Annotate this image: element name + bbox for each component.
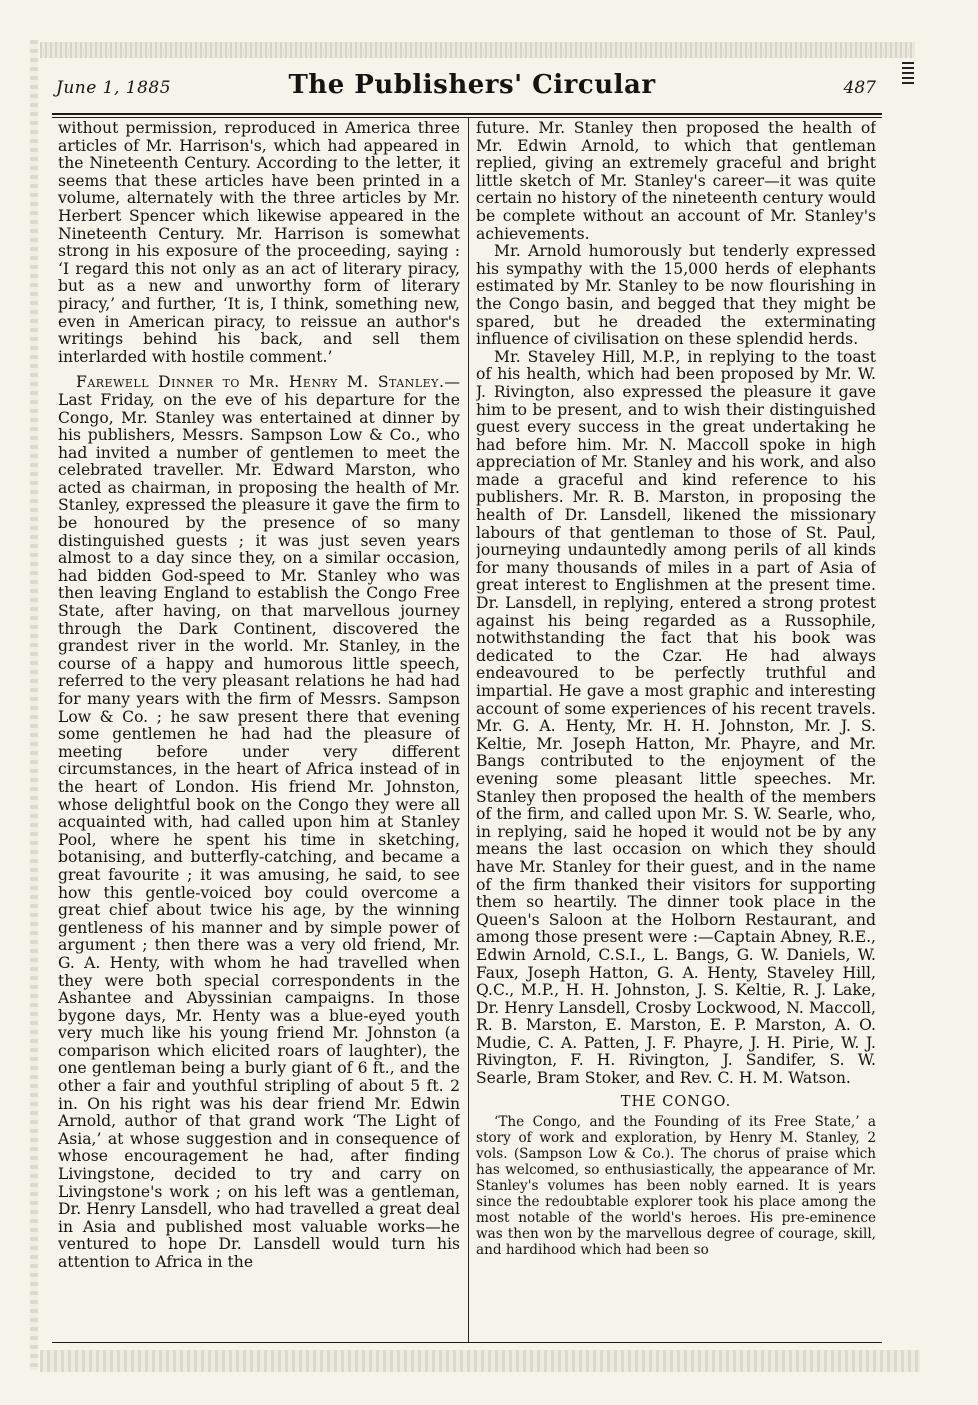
scan-edge-left (30, 40, 38, 1370)
left-column (58, 120, 460, 1342)
column-divider (468, 118, 469, 1343)
scan-bottom-band (40, 1350, 920, 1372)
paragraph-elephants: Mr. Arnold humorously but tenderly expressed his sympathy with the 15,000 herds of elephants estimated by Mr. Stanley to be now flourishing in the Congo basin, and begged that they might be spared, but he dreaded the exterminating influence of civilisation on these splendid herds. (476, 242, 876, 349)
paragraph-farewell-dinner (58, 374, 460, 1271)
paragraph-congo-review: ‘The Congo, and the Founding of its Free State,’ a story of work and exploration, by Henry M. Stanley, 2 vols. (Sampson Low & Co.). The chorus of praise which has welcomed, so enthusiastically, the appearance of Mr. Stanley's volumes has been nobly earned. It is years since the redoubtable explorer took his place among the most notable of the world's heroes. His pre-eminence was then won by the marvellous degree of courage, skill, and hardihood which had been so (476, 1114, 876, 1259)
header-rule-thin (52, 117, 882, 118)
page-number: 487 (843, 78, 876, 98)
scan-edge-marks (902, 62, 914, 84)
paragraph-guest-list: Mr. Staveley Hill, M.P., in replying to the toast of his health, which had been proposed by Mr. W. J. Rivington, also expressed the pleasure it gave him to be present, and to wish their distinguished guest every success in the great undertaking he had before him. Mr. N. Maccoll spoke in high appreciation of Mr. Stanley and his work, and also made a graceful and kind reference to his publishers. Mr. R. B. Marston, in proposing the health of Dr. Lansdell, likened the missionary labours of that gentleman to those of St. Paul, journeying undauntedly among perils of all kinds for many thousands of miles in a part of Asia of great interest to Englishmen at the present time. Dr. Lansdell, in replying, entered a strong protest against his being regarded as a Russophile, notwithstanding the fact that his book was dedicated to the Czar. He had always endeavoured to be perfectly truthful and impartial. He gave a most graphic and interesting account of some experiences of his recent travels. Mr. G. A. Henty, Mr. H. H. Johnston, Mr. J. S. Keltie, Mr. Joseph Hatton, Mr. Phayre, and Mr. Bangs contributed to the enjoyment of the evening some pleasant little speeches. Mr. Stanley then proposed the health of the members of the firm, and called upon Mr. S. W. Searle, who, in replying, said he hoped it would not be by any means the last occasion on which they should have Mr. Stanley for their guest, and in the name of the firm thanked their visitors for supporting them so heartily. The dinner took place in the Queen's Saloon at the Holborn Restaurant, and among those present were :—Captain Abney, R.E., Edwin Arnold, C.S.I., L. Bangs, G. W. Daniels, W. Faux, Joseph Hatton, G. A. Henty, Staveley Hill, Q.C., M.P., H. H. Johnston, J. S. Keltie, R. J. Lake, Dr. Henry Lansdell, Crosby Lockwood, N. Maccoll, R. B. Marston, E. Marston, E. P. Marston, A. O. Mudie, C. A. Patten, J. F. Phayre, J. H. Pirie, W. J. Rivington, F. H. Rivington, J. Sandifer, S. W. Searle, Bram Stoker, and Rev. C. H. M. Watson. (476, 347, 876, 1088)
publication-title: The Publishers' Circular (288, 70, 656, 100)
footer-rule (52, 1342, 882, 1343)
issue-date: June 1, 1885 (56, 78, 172, 98)
paragraph-farewell-dinner-body: —Last Friday, on the eve of his departure for the Congo, Mr. Stanley was entertained at dinner by his publishers, Messrs. Sampson Low & Co., who had invited a number of gentlemen to meet the celebrated traveller. Mr. Edward Marston, who acted as chairman, in proposing the health of Mr. Stanley, expressed the pleasure it gave the firm to be honoured by the presence of so many distinguished guests ; it was just seven years almost to a day since they, on a similar occasion, had bidden God-speed to Mr. Stanley who was then leaving England to establish the Congo Free State, after having, on that marvellous journey through the Dark Continent, discovered the grandest river in the world. Mr. Stanley, in the course of a happy and humorous little speech, referred to the very pleasant relations he had had for many years with the firm of Messrs. Sampson Low & Co. ; he saw present there that evening some gentlemen he had had the pleasure of meeting before under very different circumstances, in the heart of Africa instead of in the heart of London. His friend Mr. Johnston, whose delightful book on the Congo they were all acquainted with, had called upon him at Stanley Pool, where he spent his time in sketching, botanising, and butterfly-catching, and became a great favourite ; it was amusing, he said, to see how this gentle-voiced boy could overcome a great chief about twice his age, by the winning gentleness of his manner and by simple power of argument ; then there was a very old friend, Mr. G. A. Henty, with whom he had travelled when they were both special correspondents in the Ashantee and Abyssinian campaigns. In those bygone days, Mr. Henty was a blue-eyed youth very much like his young friend Mr. Johnston (a comparison which elicited roars of laughter), the one gentleman being a burly giant of 6 ft., and the other a fair and youthful stripling of about 5 ft. 2 in. On his right was his dear friend Mr. Edwin Arnold, author of that grand work ‘The Light of Asia,’ at whose suggestion and in consequence of whose encouragement he had, after finding Livingstone, decided to try and carry on Livingstone's work ; on his left was a gentleman, Dr. Henry Lansdell, who had travelled a great deal in Asia and published most valuable works—he ventured to hope Dr. Lansdell would turn his attention to Africa in the (58, 373, 460, 1271)
page-header (52, 70, 892, 110)
paragraph-harrison-piracy: without permission, reproduced in America three articles of Mr. Harrison's, which had appeared in the Nineteenth Century. According to the letter, it seems that these articles have been printed in a volume, alternately with the three articles by Mr. Herbert Spencer which likewise appeared in the Nineteenth Century. Mr. Harrison is somewhat strong in his exposure of the proceeding, saying : ‘I regard this not only as an act of literary piracy, but as a new and unworthy form of literary piracy,’ and further, ‘It is, I think, something new, even in American piracy, to reissue an author's writings behind his back, and sell them interlarded with hostile comment.’ (58, 120, 460, 366)
header-rule (52, 113, 882, 115)
paragraph-arnold-reply: future. Mr. Stanley then proposed the health of Mr. Edwin Arnold, to which that gentleman replied, giving an extremely graceful and bright little sketch of Mr. Stanley's career—it was quite certain no history of the nineteenth century would be complete without an account of Mr. Stanley's achievements. (476, 120, 876, 243)
scan-top-band (40, 42, 915, 58)
paragraph-heading-farewell-dinner: Farewell Dinner to Mr. Henry M. Stanley. (76, 373, 445, 392)
section-heading-the-congo: THE CONGO. (620, 1093, 732, 1110)
right-column (476, 120, 876, 1342)
